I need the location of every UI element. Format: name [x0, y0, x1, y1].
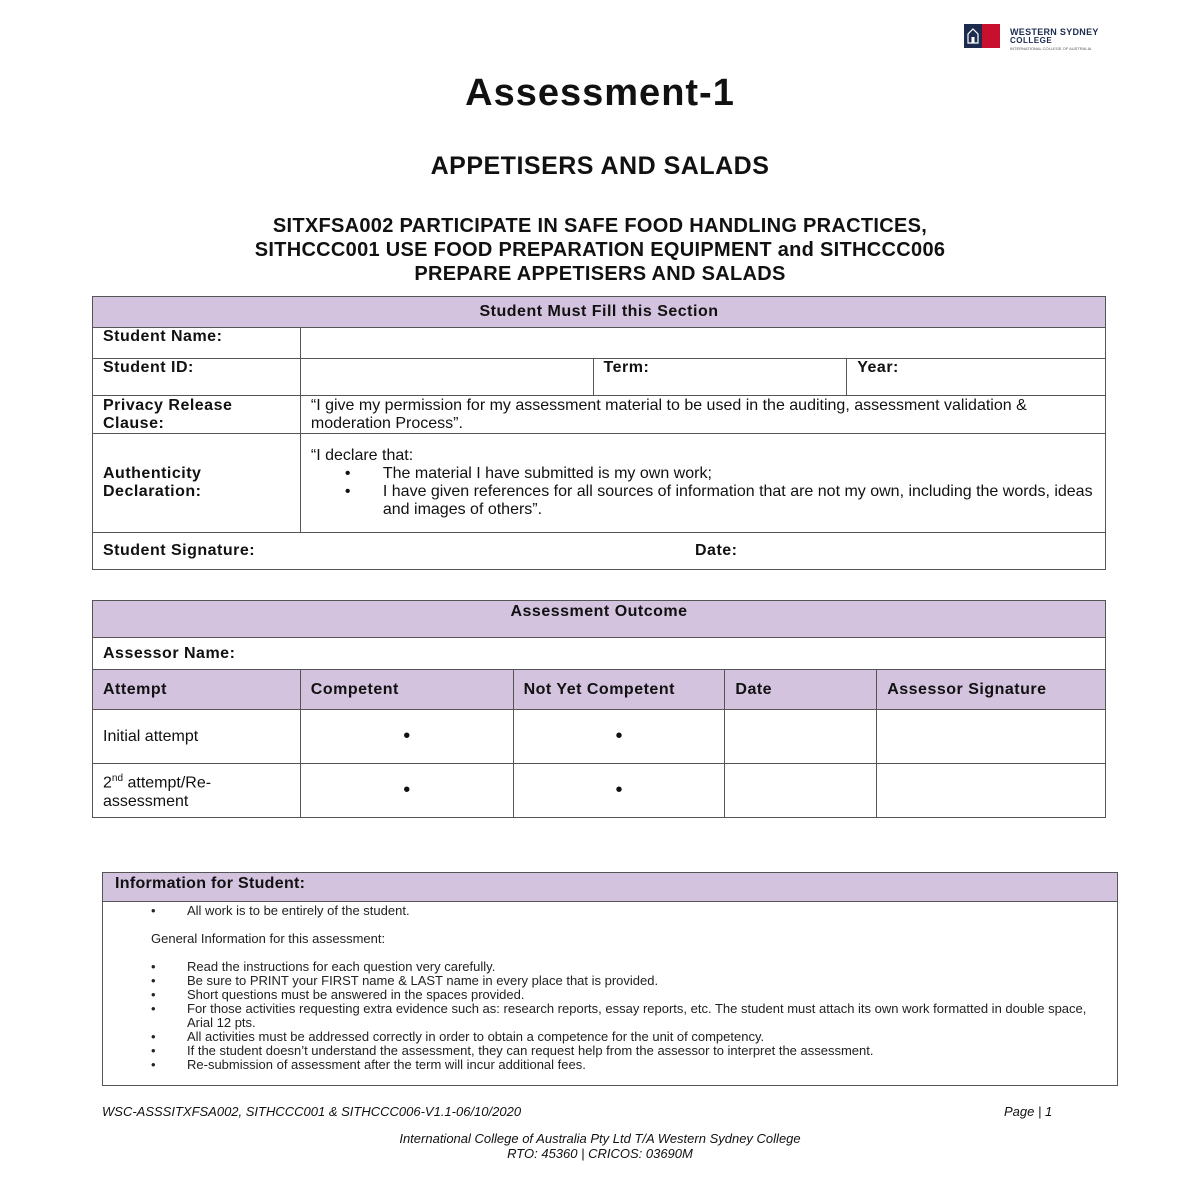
- student-name-label: Student Name:: [93, 328, 301, 359]
- authenticity-text: [300, 434, 1105, 533]
- logo-text-line1: WESTERN SYDNEY: [1010, 27, 1099, 37]
- student-id-field[interactable]: [300, 359, 593, 396]
- col-competent: Competent: [300, 670, 513, 710]
- footer-page-number: Page | 1: [1004, 1104, 1053, 1119]
- initial-nyc-checkbox[interactable]: •: [513, 710, 725, 764]
- initial-competent-checkbox[interactable]: •: [300, 710, 513, 764]
- authenticity-label: Authenticity Declaration:: [93, 434, 301, 533]
- units-line-1: SITXFSA002 PARTICIPATE IN SAFE FOOD HANDLING PRACTICES,: [272, 215, 928, 237]
- initial-signature-field[interactable]: [877, 710, 1106, 764]
- initial-date-field[interactable]: [725, 710, 877, 764]
- general-info-label: General Information for this assessment:: [151, 931, 386, 946]
- reassessment-date-field[interactable]: [725, 764, 877, 818]
- student-name-field[interactable]: [300, 328, 1105, 359]
- logo-text-line2: COLLEGE: [1010, 36, 1053, 45]
- authenticity-item: • The material I have submitted is my own work;: [383, 465, 1095, 483]
- authenticity-item: • I have given references for all sources of information that are not my own, including the words, ideas and images of others”.: [383, 483, 1095, 519]
- footer-company: International College of Australia Pty Ltd T/A Western Sydney College: [399, 1131, 801, 1146]
- col-date: Date: [725, 670, 877, 710]
- authenticity-intro: “I declare that:: [310, 447, 414, 464]
- assessment-outcome-table: [92, 600, 1106, 818]
- info-item: • Short questions must be answered in the spaces provided.: [103, 988, 1117, 1002]
- info-item: • Re-submission of assessment after the term will incur additional fees.: [103, 1058, 1117, 1072]
- units-line-3: PREPARE APPETISERS AND SALADS: [414, 263, 786, 285]
- info-list: [103, 960, 1117, 1072]
- privacy-label: Privacy Release Clause:: [93, 396, 301, 434]
- term-field[interactable]: [593, 359, 847, 396]
- info-item: • Read the instructions for each question very carefully.: [103, 960, 1117, 974]
- college-logo: [964, 24, 1134, 54]
- col-not-yet-competent: Not Yet Competent: [513, 670, 725, 710]
- year-field[interactable]: [847, 359, 1106, 396]
- units-heading: [0, 214, 1200, 286]
- logo-mark: [964, 24, 1000, 48]
- col-attempt: Attempt: [93, 670, 301, 710]
- building-icon: [967, 28, 979, 44]
- info-item: • For those activities requesting extra evidence such as: research reports, essay reports, etc. The student must attach its own work formatted in double space, Arial 12 pts.: [103, 1002, 1117, 1030]
- reassessment-signature-field[interactable]: [877, 764, 1106, 818]
- term-label: Term:: [603, 359, 650, 376]
- info-item: • Be sure to PRINT your FIRST name & LAST name in every place that is provided.: [103, 974, 1117, 988]
- date-label: Date:: [695, 542, 738, 559]
- info-body: [103, 904, 1117, 1072]
- info-header: Information for Student:: [103, 873, 1117, 902]
- document-subtitle: APPETISERS AND SALADS: [430, 152, 770, 180]
- student-id-label: Student ID:: [93, 359, 301, 396]
- footer-doc-code: WSC-ASSSITXFSA002, SITHCCC001 & SITHCCC006-V1.1-06/10/2020: [102, 1104, 522, 1119]
- info-first-list: [103, 904, 1117, 918]
- footer-rto: RTO: 45360 | CRICOS: 03690M: [507, 1146, 693, 1161]
- logo-text-line3: INTERNATIONAL COLLEGE OF AUSTRALIA: [1010, 46, 1092, 51]
- assessor-name-field[interactable]: [93, 638, 1106, 670]
- col-assessor-signature: Assessor Signature: [877, 670, 1106, 710]
- student-details-table: [92, 296, 1106, 570]
- signature-row[interactable]: [93, 533, 1106, 570]
- info-item: • If the student doesn’t understand the assessment, they can request help from the assessor to interpret the assessment.: [103, 1044, 1117, 1058]
- privacy-text: “I give my permission for my assessment material to be used in the auditing, assessment validation & moderation Process”.: [300, 396, 1105, 434]
- student-signature-label: Student Signature:: [103, 542, 256, 559]
- reassessment-competent-checkbox[interactable]: •: [300, 764, 513, 818]
- year-label: Year:: [857, 359, 899, 376]
- outcome-header: Assessment Outcome: [93, 601, 1106, 638]
- units-line-2: SITHCCC001 USE FOOD PREPARATION EQUIPMENT and SITHCCC006: [254, 239, 946, 261]
- info-item: • All work is to be entirely of the student.: [103, 904, 1117, 918]
- reassessment-label: 2nd attempt/Re-assessment: [93, 764, 301, 818]
- initial-attempt-label: Initial attempt: [93, 710, 301, 764]
- info-for-student-box: [102, 872, 1118, 1086]
- document-title: Assessment-1: [465, 72, 735, 114]
- authenticity-list: [311, 465, 1095, 519]
- reassessment-nyc-checkbox[interactable]: •: [513, 764, 725, 818]
- student-section-header: Student Must Fill this Section: [93, 297, 1106, 328]
- assessor-name-label: Assessor Name:: [103, 644, 236, 662]
- info-item: • All activities must be addressed correctly in order to obtain a competence for the unit of competency.: [103, 1030, 1117, 1044]
